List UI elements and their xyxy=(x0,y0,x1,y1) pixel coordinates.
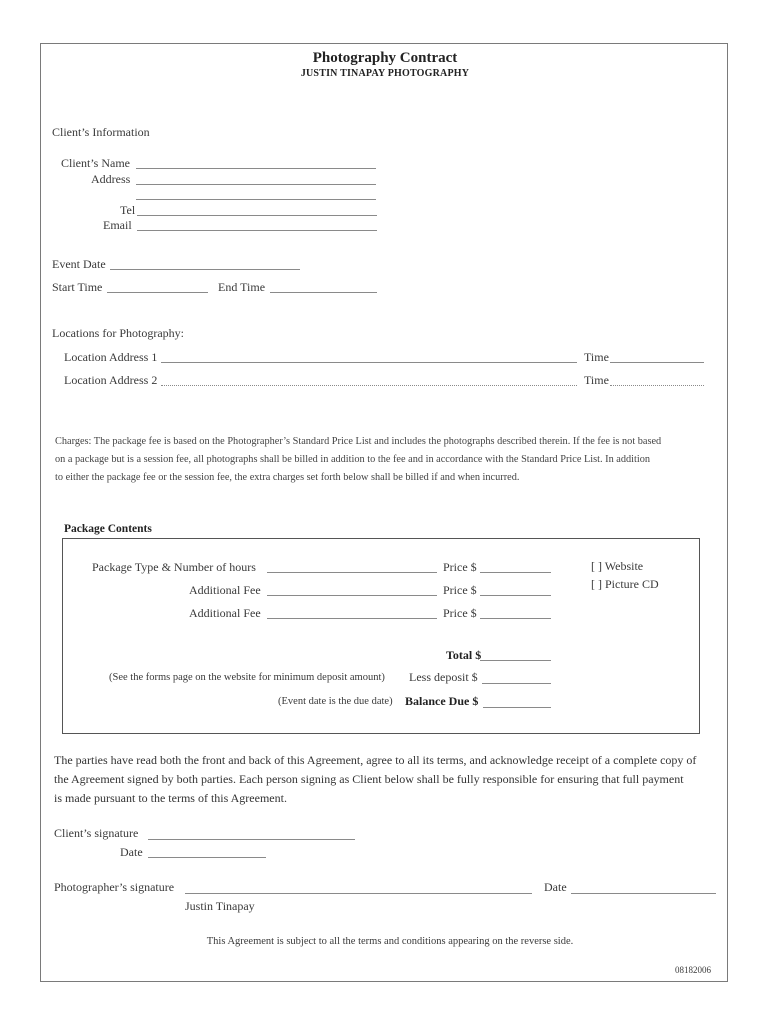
tel-field[interactable] xyxy=(137,215,377,216)
package-price-field[interactable] xyxy=(480,572,551,573)
client-date-field[interactable] xyxy=(148,857,266,858)
additional-fee-1-label: Additional Fee xyxy=(189,583,261,597)
reverse-side-note: This Agreement is subject to all the terms and conditions appearing on the reverse side. xyxy=(206,936,574,947)
location-2-time-label: Time xyxy=(584,373,609,387)
location-address-1-label: Location Address 1 xyxy=(64,350,158,364)
address-label: Address xyxy=(91,172,131,186)
start-time-label: Start Time xyxy=(52,280,103,294)
email-label: Email xyxy=(103,218,132,232)
agreement-line-1: The parties have read both the front and back of this Agreement, agree to all its terms, and acknowledge receipt of a complete copy of xyxy=(54,753,697,767)
location-address-1-field[interactable] xyxy=(161,362,577,363)
charges-line-2: on a package but is a session fee, all photographs shall be billed in addition to the fee and in accordance with the Standard Price List. In addition xyxy=(55,454,651,465)
tel-label: Tel xyxy=(120,203,136,217)
photographer-date-field[interactable] xyxy=(571,893,716,894)
package-price-label: Price $ xyxy=(443,560,477,574)
total-field[interactable] xyxy=(480,660,551,661)
client-name-label: Client’s Name xyxy=(61,156,130,170)
event-date-field[interactable] xyxy=(110,269,300,270)
charges-line-1: Charges: The package fee is based on the Photographer’s Standard Price List and includes the photographs described therein. If the fee is not based xyxy=(55,436,662,447)
photographer-date-label: Date xyxy=(544,880,567,894)
package-type-label: Package Type & Number of hours xyxy=(92,560,256,574)
event-date-label: Event Date xyxy=(52,257,106,271)
picture-cd-checkbox[interactable]: [ ] Picture CD xyxy=(591,577,659,591)
agreement-line-2: the Agreement signed by both parties. Each person signing as Client below shall be fully responsible for ensuring that full payment xyxy=(54,772,684,786)
balance-due-field[interactable] xyxy=(483,707,551,708)
end-time-field[interactable] xyxy=(270,292,377,293)
client-name-field[interactable] xyxy=(136,168,376,169)
page-title: Photography Contract xyxy=(312,50,458,66)
additional-fee-2-price-label: Price $ xyxy=(443,606,477,620)
additional-fee-1-field[interactable] xyxy=(267,595,437,596)
additional-fee-2-price-field[interactable] xyxy=(480,618,551,619)
agreement-paragraph xyxy=(54,751,724,808)
client-signature-label: Client’s signature xyxy=(54,826,139,840)
client-date-label: Date xyxy=(120,845,143,859)
client-signature-field[interactable] xyxy=(148,839,355,840)
location-1-time-label: Time xyxy=(584,350,609,364)
address-field-line-2[interactable] xyxy=(136,199,376,200)
email-field[interactable] xyxy=(137,230,377,231)
due-date-note: (Event date is the due date) xyxy=(278,696,393,707)
photographer-signature-label: Photographer’s signature xyxy=(54,880,175,894)
less-deposit-label: Less deposit $ xyxy=(409,670,478,684)
deposit-note: (See the forms page on the website for minimum deposit amount) xyxy=(109,672,385,683)
package-type-field[interactable] xyxy=(267,572,437,573)
additional-fee-2-label: Additional Fee xyxy=(189,606,261,620)
website-checkbox[interactable]: [ ] Website xyxy=(591,559,644,573)
end-time-label: End Time xyxy=(218,280,266,294)
charges-line-3: to either the package fee or the session fee, the extra charges set forth below shall be billed if and when incurred. xyxy=(55,472,520,483)
charges-paragraph xyxy=(55,433,725,487)
package-contents-heading: Package Contents xyxy=(64,523,152,535)
additional-fee-2-field[interactable] xyxy=(267,618,437,619)
less-deposit-field[interactable] xyxy=(482,683,551,684)
additional-fee-1-price-label: Price $ xyxy=(443,583,477,597)
agreement-line-3: is made pursuant to the terms of this Agreement. xyxy=(54,791,287,805)
location-address-2-label: Location Address 2 xyxy=(64,373,158,387)
total-label: Total $ xyxy=(446,648,482,662)
form-code: 08182006 xyxy=(675,965,711,975)
locations-heading: Locations for Photography: xyxy=(52,326,184,340)
location-address-2-field[interactable] xyxy=(161,385,577,386)
additional-fee-1-price-field[interactable] xyxy=(480,595,551,596)
location-2-time-field[interactable] xyxy=(610,385,704,386)
address-field-line-1[interactable] xyxy=(136,184,376,185)
start-time-field[interactable] xyxy=(107,292,208,293)
balance-due-label: Balance Due $ xyxy=(405,694,479,708)
page-subtitle: JUSTIN TINAPAY PHOTOGRAPHY xyxy=(300,68,470,79)
client-section-heading: Client’s Information xyxy=(52,125,150,139)
photographer-signature-field[interactable] xyxy=(185,893,532,894)
location-1-time-field[interactable] xyxy=(610,362,704,363)
photographer-name: Justin Tinapay xyxy=(185,899,255,913)
